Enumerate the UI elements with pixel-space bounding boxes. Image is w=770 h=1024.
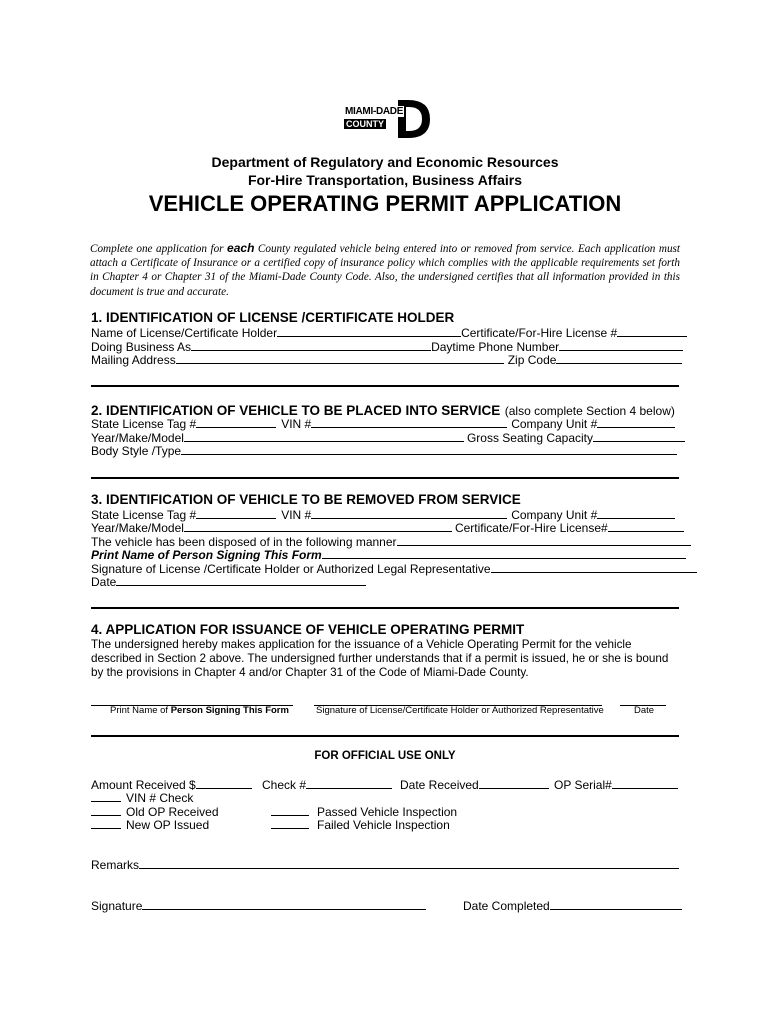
section2-unit-field[interactable] [597, 427, 675, 428]
section3-unit-field[interactable] [597, 518, 675, 519]
remarks-label: Remarks [91, 858, 140, 872]
official-signature-row [91, 899, 426, 913]
section4-signature-caption: Signature of License/Certificate Holder or Authorized Representative [316, 705, 604, 716]
passed-inspection-blank[interactable] [271, 815, 309, 816]
failed-inspection-row [271, 818, 450, 832]
department-title: Department of Regulatory and Economic Resources [211, 154, 559, 170]
new-op-row [91, 818, 209, 832]
new-op-label: New OP Issued [126, 818, 210, 832]
mailing-address-row [91, 353, 682, 367]
daytime-phone-label: Daytime Phone Number [431, 340, 560, 354]
official-signature-field[interactable] [142, 909, 426, 910]
section2-tag-label: State License Tag # [91, 417, 197, 431]
logo-text-bottom: COUNTY [346, 119, 384, 129]
vin-check-row [91, 791, 193, 805]
date-completed-row [463, 899, 682, 913]
print-name-row [91, 548, 686, 562]
section3-tag-row [91, 508, 675, 522]
section2-unit-label: Company Unit # [511, 417, 598, 431]
amount-received-row [91, 778, 252, 792]
intro-paragraph [90, 241, 680, 299]
section3-tag-label: State License Tag # [91, 508, 197, 522]
vin-check-label: VIN # Check [126, 791, 194, 805]
section-divider [91, 607, 679, 609]
mailing-address-field[interactable] [176, 363, 504, 364]
op-serial-row [554, 778, 678, 792]
page-title: VEHICLE OPERATING PERMIT APPLICATION [148, 191, 622, 216]
check-label: Check # [262, 778, 307, 792]
section-divider [91, 735, 679, 737]
op-serial-label: OP Serial# [554, 778, 612, 792]
official-signature-label: Signature [91, 899, 143, 913]
failed-inspection-label: Failed Vehicle Inspection [317, 818, 450, 832]
section3-ymm-row [91, 521, 684, 535]
disposed-row [91, 535, 691, 549]
intro-text-start: Complete one application for [90, 243, 224, 255]
date-received-field[interactable] [479, 788, 549, 789]
section4-paragraph: The undersigned hereby makes application for the issuance of a Vehicle Operating Permit for the vehicle described in Section 2 above. The undersigned further understands that if a permit is issued, he or she is bound by the provisions in Chapter 4 and/or Chapter 31 of the Code of Miami-Dade County. [91, 638, 669, 679]
section2-vin-label: VIN # [281, 417, 312, 431]
logo-text-top: MIAMI-DADE [345, 106, 404, 117]
section3-tag-field[interactable] [196, 518, 276, 519]
date-received-label: Date Received [400, 778, 479, 792]
dba-row [91, 340, 683, 354]
print-name-field[interactable] [322, 558, 686, 559]
intro-each-emphasis: each [227, 241, 255, 255]
passed-inspection-row [271, 805, 457, 819]
section4-print-caption [110, 705, 289, 716]
section3-ymm-label: Year/Make/Model [91, 521, 184, 535]
section2-body-row [91, 444, 677, 458]
disposed-label: The vehicle has been disposed of in the following manner [91, 535, 397, 549]
section3-date-row [91, 575, 366, 589]
certificate-license-label: Certificate/For-Hire License # [461, 326, 618, 340]
section3-heading: 3. IDENTIFICATION OF VEHICLE TO BE REMOVED FROM SERVICE [91, 492, 521, 507]
section4-heading: 4. APPLICATION FOR ISSUANCE OF VEHICLE OPERATING PERMIT [91, 622, 525, 637]
section2-ymm-label: Year/Make/Model [91, 431, 184, 445]
section3-date-label: Date [91, 575, 117, 589]
section1-heading: 1. IDENTIFICATION OF LICENSE /CERTIFICATE HOLDER [91, 310, 455, 325]
print-name-label: Print Name of Person Signing This Form [91, 548, 322, 562]
official-use-heading: FOR OFFICIAL USE ONLY [314, 750, 456, 762]
section2-tag-field[interactable] [196, 427, 276, 428]
intro-text-rest: County regulated vehicle being entered into or removed from service. Each application must attach a Certificate of Insurance or a certified copy of insurance policy which complies with the applicable requirements set forth in Chapter 4 or Chapter 31 of the Miami-Dade County Code. Also, the undersigned certifies that all information provided in this document is true and accurate. [90, 243, 681, 298]
new-op-blank[interactable] [91, 828, 121, 829]
old-op-blank[interactable] [91, 815, 121, 816]
dba-field[interactable] [191, 350, 431, 351]
print-caption-bold: Person Signing This Form [170, 705, 289, 716]
section3-vin-label: VIN # [281, 508, 312, 522]
section3-signature-field[interactable] [491, 572, 697, 573]
section3-date-field[interactable] [116, 585, 366, 586]
section-divider [91, 477, 679, 479]
date-completed-field[interactable] [550, 909, 682, 910]
license-holder-name-row [91, 326, 687, 340]
date-completed-label: Date Completed [463, 899, 550, 913]
section4-date-caption: Date [634, 705, 655, 716]
date-received-row [400, 778, 549, 792]
section2-ymm-field[interactable] [184, 441, 464, 442]
remarks-field[interactable] [139, 868, 679, 869]
section3-ymm-field[interactable] [184, 531, 452, 532]
failed-inspection-blank[interactable] [271, 828, 309, 829]
disposed-field[interactable] [397, 545, 691, 546]
amount-received-label: Amount Received $ [91, 778, 196, 792]
division-title: For-Hire Transportation, Business Affairs [247, 172, 523, 188]
certificate-license-field[interactable] [617, 336, 687, 337]
body-style-label: Body Style /Type [91, 444, 182, 458]
gross-seating-label: Gross Seating Capacity [466, 431, 594, 445]
dba-label: Doing Business As [91, 340, 192, 354]
section2-heading: 2. IDENTIFICATION OF VEHICLE TO BE PLACED INTO SERVICE [91, 403, 501, 418]
section2-tag-row [91, 417, 675, 431]
miami-dade-logo [340, 98, 432, 145]
zip-code-label: Zip Code [507, 353, 557, 367]
section3-license-label: Certificate/For-Hire License# [454, 521, 608, 535]
passed-inspection-label: Passed Vehicle Inspection [317, 805, 458, 819]
remarks-row [91, 858, 679, 872]
section2-vin-field[interactable] [311, 427, 507, 428]
old-op-row [91, 805, 219, 819]
license-holder-name-field[interactable] [277, 336, 461, 337]
license-holder-name-label: Name of License/Certificate Holder [91, 326, 278, 340]
section2-note: (also complete Section 4 below) [504, 404, 675, 418]
zip-code-field[interactable] [556, 363, 682, 364]
section3-signature-label: Signature of License /Certificate Holder or Authorized Legal Representative [91, 562, 491, 576]
print-caption-prefix: Print Name of [110, 705, 169, 716]
section2-ymm-row [91, 431, 685, 445]
amount-received-field[interactable] [196, 788, 252, 789]
section3-signature-row [91, 562, 697, 576]
gross-seating-field[interactable] [593, 441, 685, 442]
daytime-phone-field[interactable] [559, 350, 683, 351]
check-row [262, 778, 392, 792]
body-style-field[interactable] [181, 454, 677, 455]
section3-unit-label: Company Unit # [511, 508, 598, 522]
op-serial-field[interactable] [612, 788, 678, 789]
old-op-label: Old OP Received [126, 805, 219, 819]
vin-check-blank[interactable] [91, 801, 121, 802]
mailing-address-label: Mailing Address [91, 353, 176, 367]
check-field[interactable] [306, 788, 392, 789]
section-divider [91, 385, 679, 387]
section3-license-field[interactable] [608, 531, 684, 532]
section3-vin-field[interactable] [311, 518, 507, 519]
